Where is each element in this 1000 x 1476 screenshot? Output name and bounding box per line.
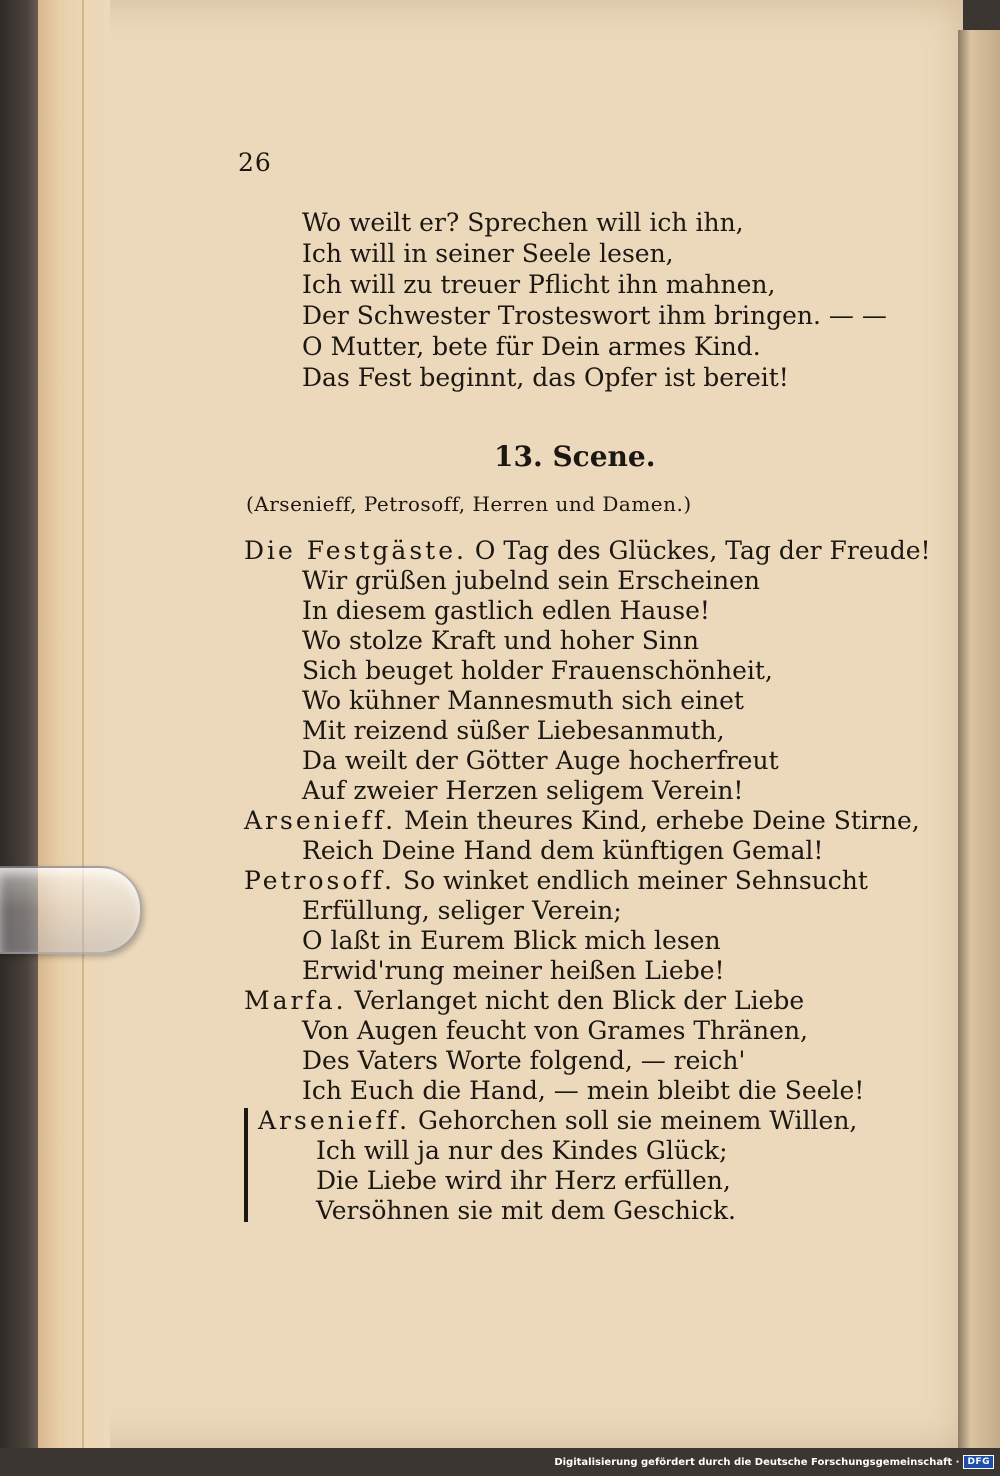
- dialogue-line: Auf zweier Herzen seligem Verein!: [302, 776, 744, 805]
- intro-line: O Mutter, bete für Dein armes Kind.: [302, 332, 761, 361]
- intro-line: Ich will in seiner Seele lesen,: [302, 239, 674, 268]
- next-page-edge: [958, 30, 1000, 1448]
- dialogue-line: [244, 986, 804, 1016]
- intro-line: Der Schwester Trosteswort ihm bringen. — —: [302, 301, 887, 330]
- dialogue-text: O Tag des Glückes, Tag der Freude!: [474, 536, 931, 565]
- speaker-name: Marfa.: [244, 986, 347, 1015]
- dialogue-line: [258, 1106, 857, 1136]
- dialogue-line: Wo stolze Kraft und hoher Sinn: [302, 626, 700, 655]
- dialogue-line: Erfüllung, seliger Verein;: [302, 896, 622, 925]
- dialogue-line: Reich Deine Hand dem künftigen Gemal!: [302, 836, 824, 865]
- glass-page-clip: [0, 866, 142, 954]
- duet-bracket: [244, 1108, 248, 1222]
- dialogue-line: Da weilt der Götter Auge hocherfreut: [302, 746, 779, 775]
- speaker-name: Arsenieff.: [244, 806, 397, 835]
- dialogue-text: So winket endlich meiner Sehnsucht: [402, 866, 868, 895]
- dialogue-text: Mein theures Kind, erhebe Deine Stirne,: [404, 806, 920, 835]
- dialogue-line: Erwid'rung meiner heißen Liebe!: [302, 956, 725, 985]
- dialogue-line: Ich will ja nur des Kindes Glück;: [316, 1136, 728, 1165]
- dialogue-line: Mit reizend süßer Liebesanmuth,: [302, 716, 725, 745]
- dialogue-line: [244, 806, 920, 836]
- dialogue-text: Verlanget nicht den Blick der Liebe: [354, 986, 805, 1015]
- page-fore-edge: [38, 0, 110, 1448]
- book-spine-edge: [0, 0, 38, 1476]
- intro-line: Ich will zu treuer Pflicht ihn mahnen,: [302, 270, 776, 299]
- dialogue-line: O laßt in Eurem Blick mich lesen: [302, 926, 721, 955]
- dialogue-text: Gehorchen soll sie meinem Willen,: [418, 1106, 858, 1135]
- dialogue-line: Wir grüßen jubelnd sein Erscheinen: [302, 566, 761, 595]
- footer-text: Digitalisierung gefördert durch die Deutsche Forschungsgemeinschaft ·: [554, 1456, 960, 1468]
- dialogue-line: Ich Euch die Hand, — mein bleibt die Seele!: [302, 1076, 865, 1105]
- scene-cast: (Arsenieff, Petrosoff, Herren und Damen.): [246, 492, 692, 516]
- digitization-footer: [554, 1454, 994, 1470]
- dfg-logo: DFG: [963, 1455, 994, 1469]
- scene-title: 13. Scene.: [494, 440, 656, 473]
- dialogue-line: Sich beuget holder Frauenschönheit,: [302, 656, 773, 685]
- speaker-name: Arsenieff.: [258, 1106, 411, 1135]
- dialogue-line: In diesem gastlich edlen Hause!: [302, 596, 710, 625]
- dialogue-line: [244, 536, 931, 566]
- speaker-name: Petrosoff.: [244, 866, 395, 895]
- dialogue-line: Versöhnen sie mit dem Geschick.: [316, 1196, 736, 1225]
- dialogue-line: Wo kühner Mannesmuth sich einet: [302, 686, 744, 715]
- speaker-name: Die Festgäste.: [244, 536, 467, 565]
- dialogue-line: Von Augen feucht von Grames Thränen,: [302, 1016, 809, 1045]
- intro-line: Das Fest beginnt, das Opfer ist bereit!: [302, 363, 789, 392]
- page-number: 26: [238, 148, 272, 177]
- dialogue-line: [244, 866, 868, 896]
- dialogue-line: Des Vaters Worte folgend, — reich': [302, 1046, 746, 1075]
- dialogue-line: Die Liebe wird ihr Herz erfüllen,: [316, 1166, 731, 1195]
- intro-line: Wo weilt er? Sprechen will ich ihn,: [302, 208, 744, 237]
